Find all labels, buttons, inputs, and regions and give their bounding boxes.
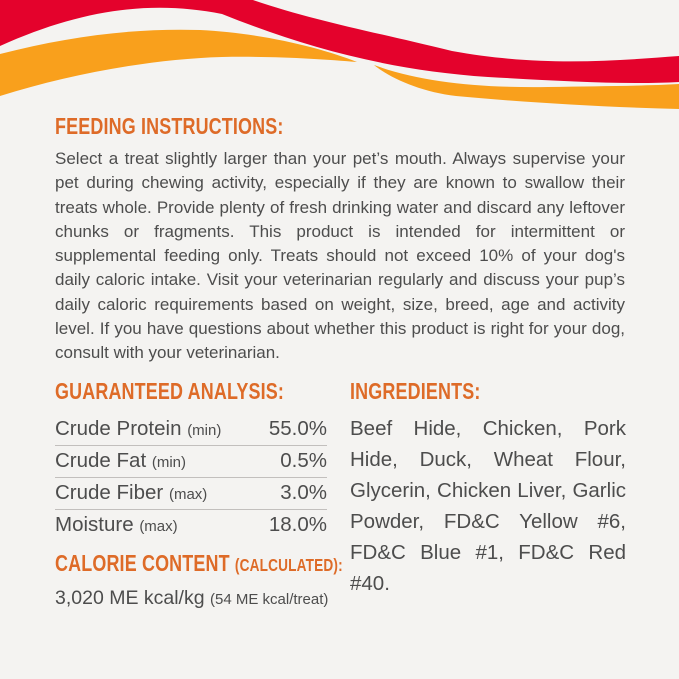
analysis-row-qualifier: (min) xyxy=(187,422,222,440)
analysis-row-label: Crude Protein (min) xyxy=(55,417,222,441)
feeding-instructions-text: Select a treat slightly larger than your pet’s mouth. Always supervise your pet during chewing activity, especially if they are known to swallow their treats whole. Provide plenty of fresh drinking water and discard any leftover chunks or fragments. This product is intended for intermittent or supplemental feeding only. Treats should not exceed 10% of your dog's daily caloric intake. Visit your veterinarian regularly and discuss your pup’s daily caloric requirements based on weight, size, breed, age and activity level. If you have questions about whether this product is right for your dog, consult with your veterinarian. xyxy=(55,149,625,363)
feeding-instructions-heading-text: FEEDING INSTRUCTIONS: xyxy=(55,113,284,139)
calorie-content-per-treat-note: (54 ME kcal/treat) xyxy=(210,590,329,608)
guaranteed-analysis-heading xyxy=(55,379,327,403)
feeding-instructions-section xyxy=(55,114,625,366)
analysis-row xyxy=(55,414,327,445)
calorie-content-value: 3,020 ME kcal/kg xyxy=(55,586,205,609)
guaranteed-analysis-heading-text: GUARANTEED ANALYSIS: xyxy=(55,377,285,404)
analysis-row-value: 55.0% xyxy=(268,417,327,441)
calorie-content-value-line xyxy=(55,586,327,612)
ingredients-heading xyxy=(350,379,626,403)
analysis-row-qualifier: (min) xyxy=(151,454,187,472)
analysis-row-qualifier: (max) xyxy=(168,486,208,504)
guaranteed-analysis-table xyxy=(55,414,327,541)
analysis-row-qualifier: (max) xyxy=(139,518,178,536)
analysis-row-label: Crude Fiber (max) xyxy=(55,481,208,505)
analysis-row-value: 3.0% xyxy=(280,481,327,505)
ingredients-heading-text: INGREDIENTS: xyxy=(350,377,481,404)
analysis-and-ingredients xyxy=(55,379,679,612)
guaranteed-analysis-column xyxy=(55,377,343,612)
analysis-row-value: 0.5% xyxy=(280,449,327,473)
analysis-row xyxy=(55,509,327,541)
calorie-content-heading-qualifier: (CALCULATED): xyxy=(234,554,343,575)
decorative-waves xyxy=(0,0,679,118)
analysis-row-label: Moisture (max) xyxy=(55,513,178,537)
feeding-instructions-heading xyxy=(55,114,625,138)
analysis-row-value: 18.0% xyxy=(268,513,327,537)
calorie-content-heading xyxy=(55,549,343,577)
analysis-row xyxy=(55,445,327,477)
calorie-content-heading-text: CALORIE CONTENT (CALCULATED): xyxy=(55,549,343,576)
ingredients-column xyxy=(350,379,626,599)
ingredients-text: Beef Hide, Chicken, Pork Hide, Duck, Wheat Flour, Glycerin, Chicken Liver, Garlic Powder, FD&C Yellow #6, FD&C Blue #1, FD&C Red #40. xyxy=(350,416,626,595)
analysis-row-label: Crude Fat (min) xyxy=(55,449,187,473)
analysis-row xyxy=(55,477,327,509)
